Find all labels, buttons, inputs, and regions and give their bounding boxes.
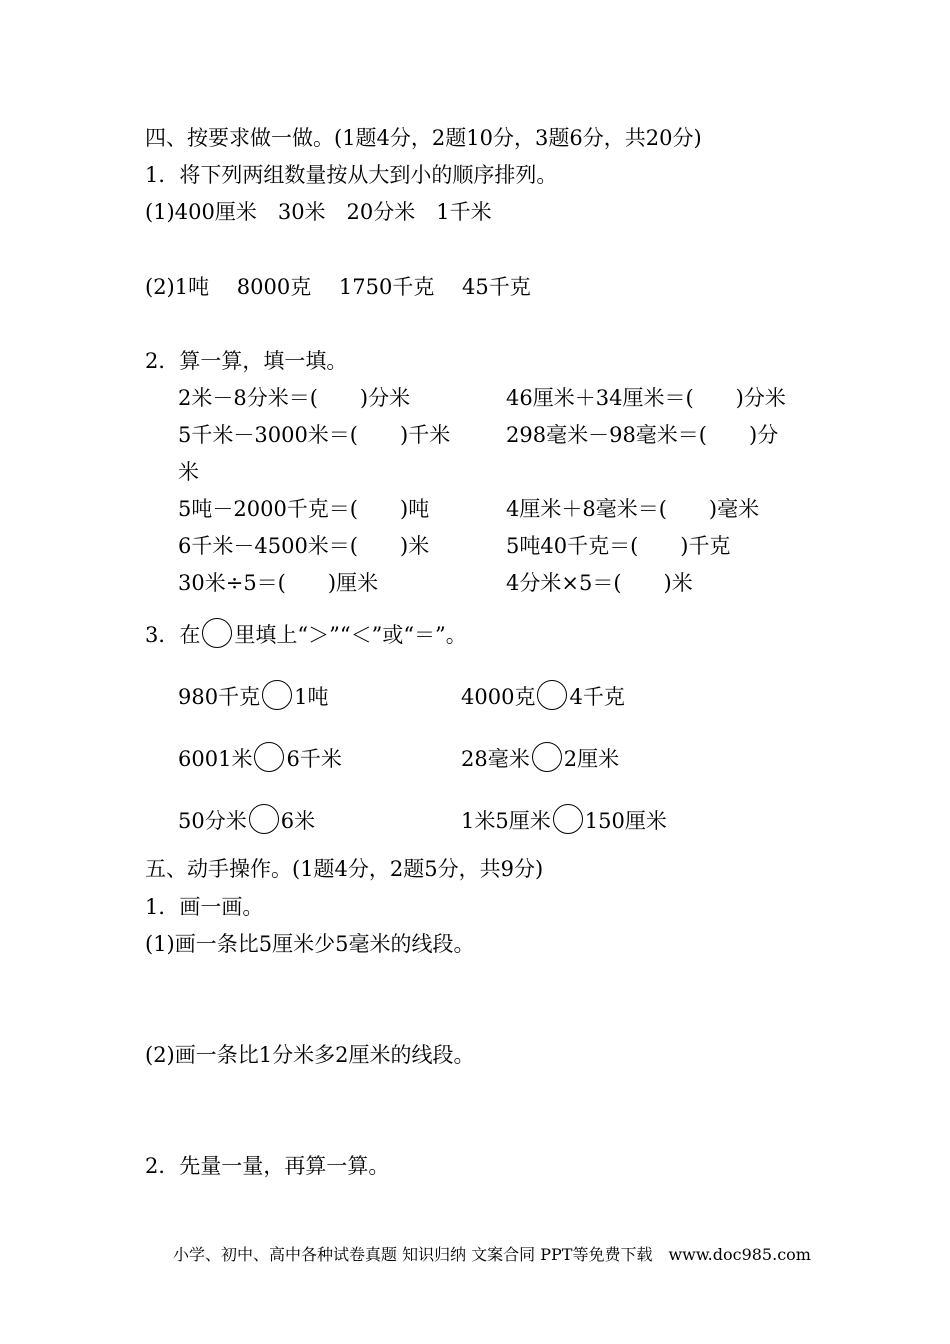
- q2-cell-right: 4厘米＋8毫米＝( )毫米: [506, 497, 760, 521]
- compare-left-value: 28毫米: [461, 747, 530, 771]
- q2-cell-left: 5千米－3000米＝( )千米: [178, 423, 451, 447]
- q2-cell-right: 298毫米－98毫米＝( )分: [506, 423, 779, 447]
- compare-right-value: 2厘米: [563, 747, 620, 771]
- compare-item: [178, 742, 342, 773]
- compare-item: [178, 680, 328, 711]
- compare-item: [461, 742, 619, 773]
- q2-cell-right: 4分米×5＝( )米: [506, 571, 693, 595]
- compare-circle[interactable]: [249, 804, 279, 834]
- compare-item: [178, 804, 315, 835]
- q3-title-after: 里填上“＞”“＜”或“＝”。: [234, 623, 467, 647]
- section-4-heading: 四、按要求做一做。(1题4分，2题10分，3题6分，共20分): [145, 126, 702, 150]
- s5-q1-item-1: (1)画一条比5厘米少5毫米的线段。: [145, 932, 475, 956]
- s5-q1-title: 1．画一画。: [145, 895, 264, 919]
- q3-title-before: 3．在: [145, 623, 201, 647]
- q2-cell-left: 2米－8分米＝( )分米: [178, 386, 411, 410]
- compare-circle[interactable]: [262, 680, 292, 710]
- section-5-heading: 五、动手操作。(1题4分，2题5分，共9分): [145, 857, 544, 881]
- compare-left-value: 6001米: [178, 747, 253, 771]
- q2-cell-left: 6千米－4500米＝( )米: [178, 534, 430, 558]
- circle-icon: [202, 618, 232, 648]
- compare-right-value: 1吨: [294, 685, 329, 709]
- compare-item: [461, 804, 667, 835]
- compare-circle[interactable]: [254, 742, 284, 772]
- compare-left-value: 980千克: [178, 685, 261, 709]
- q2-cell-left: 5吨－2000千克＝( )吨: [178, 497, 430, 521]
- compare-circle[interactable]: [537, 680, 567, 710]
- q2-cell-right: 5吨40千克＝( )千克: [506, 534, 731, 558]
- s5-q2-title: 2．先量一量，再算一算。: [145, 1154, 390, 1178]
- q2-cell-right: 46厘米＋34厘米＝( )分米: [506, 386, 786, 410]
- q3-title: [145, 618, 467, 649]
- q1-item-1: (1)400厘米 30米 20分米 1千米: [145, 200, 492, 224]
- page-footer: 小学、初中、高中各种试卷真题 知识归纳 文案合同 PPT等免费下载 www.doc985.com: [173, 1245, 811, 1264]
- q1-title: 1．将下列两组数量按从大到小的顺序排列。: [145, 163, 558, 187]
- compare-circle[interactable]: [532, 742, 562, 772]
- compare-right-value: 4千克: [569, 685, 625, 709]
- compare-right-value: 6米: [280, 809, 316, 833]
- s5-q1-item-2: (2)画一条比1分米多2厘米的线段。: [145, 1043, 475, 1067]
- q2-cell-left: 30米÷5＝( )厘米: [178, 571, 379, 595]
- compare-circle[interactable]: [553, 804, 583, 834]
- compare-right-value: 150厘米: [584, 809, 667, 833]
- compare-left-value: 50分米: [178, 809, 247, 833]
- q2-cell-left: 米: [178, 460, 199, 484]
- compare-left-value: 1米5厘米: [461, 809, 551, 833]
- q2-title: 2．算一算，填一填。: [145, 349, 348, 373]
- q1-item-2: (2)1吨 8000克 1750千克 45千克: [145, 275, 531, 299]
- compare-left-value: 4000克: [461, 685, 536, 709]
- compare-right-value: 6千米: [286, 747, 342, 771]
- compare-item: [461, 680, 625, 711]
